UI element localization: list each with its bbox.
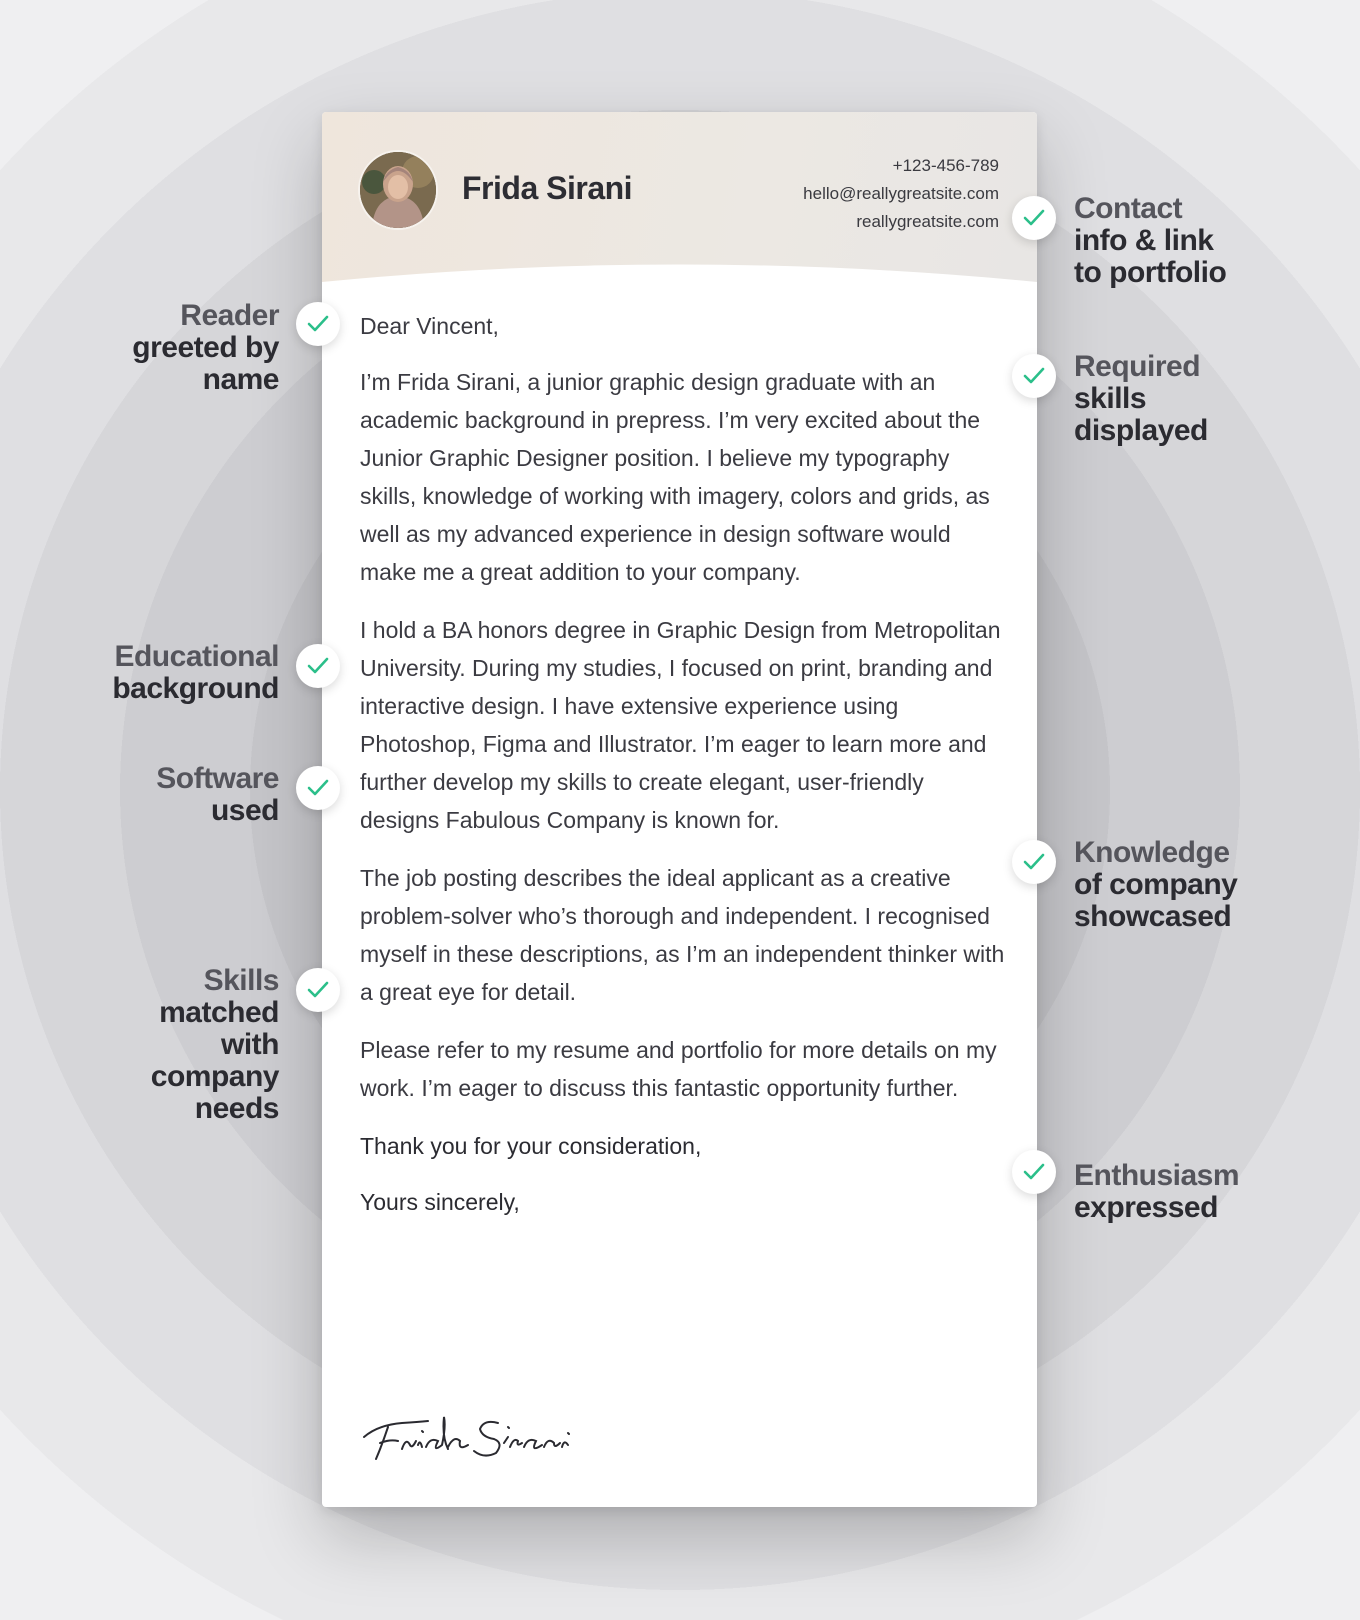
check-icon — [296, 644, 340, 688]
paragraph-education: I hold a BA honors degree in Graphic Design from Metropolitan University. During my studies, I focused on print, branding and interactive design. I have extensive experience using Photoshop, Figma and Illustrator. I’m eager to learn more and further develop my skills to create elegant, user-friendly designs Fabulous Company is known for. — [360, 617, 1001, 833]
check-icon — [1012, 1150, 1056, 1194]
email-link[interactable]: hello@reallygreatsite.com — [803, 184, 999, 203]
annotation-educational-background: Educational background — [112, 640, 279, 705]
annotation-skills-matched: Skills matched with company needs — [150, 964, 279, 1125]
signature — [358, 1397, 608, 1467]
annotation-company-knowledge: Knowledge of company showcased — [1074, 836, 1238, 933]
annotation-reader-greeted: Reader greeted by name — [132, 299, 279, 396]
annotation-required-skills: Required skills displayed — [1074, 350, 1208, 447]
avatar — [360, 152, 436, 228]
annotation-software-used: Software used — [156, 762, 279, 827]
thanks-line: Thank you for your consideration, — [360, 1133, 702, 1159]
check-icon — [296, 968, 340, 1012]
phone-number[interactable]: +123-456-789 — [892, 156, 999, 175]
paragraph-skills-match: The job posting describes the ideal applicant as a creative problem-solver who’s thorough and independent. I recognised myself in these descriptions, as I’m an independent thinker with a great eye for detail. — [360, 865, 1005, 1005]
paragraph-intro: I’m Frida Sirani, a junior graphic design graduate with an academic background in prepress. I’m very excited about the Junior Graphic Designer position. I believe my typography skills, knowledge of working with imagery, colors and grids, as well as my advanced experience in design software would make me a great addition to your company. — [360, 369, 990, 585]
letter-header — [322, 112, 1037, 288]
website-link[interactable]: reallygreatsite.com — [856, 212, 999, 231]
check-icon — [1012, 354, 1056, 398]
cover-letter-card — [322, 112, 1037, 1507]
applicant-name: Frida Sirani — [462, 170, 633, 206]
check-icon — [296, 302, 340, 346]
contact-info — [803, 152, 999, 236]
check-icon — [1012, 840, 1056, 884]
check-icon — [1012, 196, 1056, 240]
closing-line: Yours sincerely, — [360, 1189, 520, 1215]
annotation-enthusiasm: Enthusiasm expressed — [1074, 1159, 1240, 1224]
letter-body — [360, 307, 1005, 1241]
greeting: Dear Vincent, — [360, 313, 499, 339]
check-icon — [296, 766, 340, 810]
paragraph-enthusiasm: Please refer to my resume and portfolio for more details on my work. I’m eager to discuss this fantastic opportunity further. — [360, 1037, 997, 1101]
annotation-contact-info: Contact info & link to portfolio — [1074, 192, 1227, 289]
